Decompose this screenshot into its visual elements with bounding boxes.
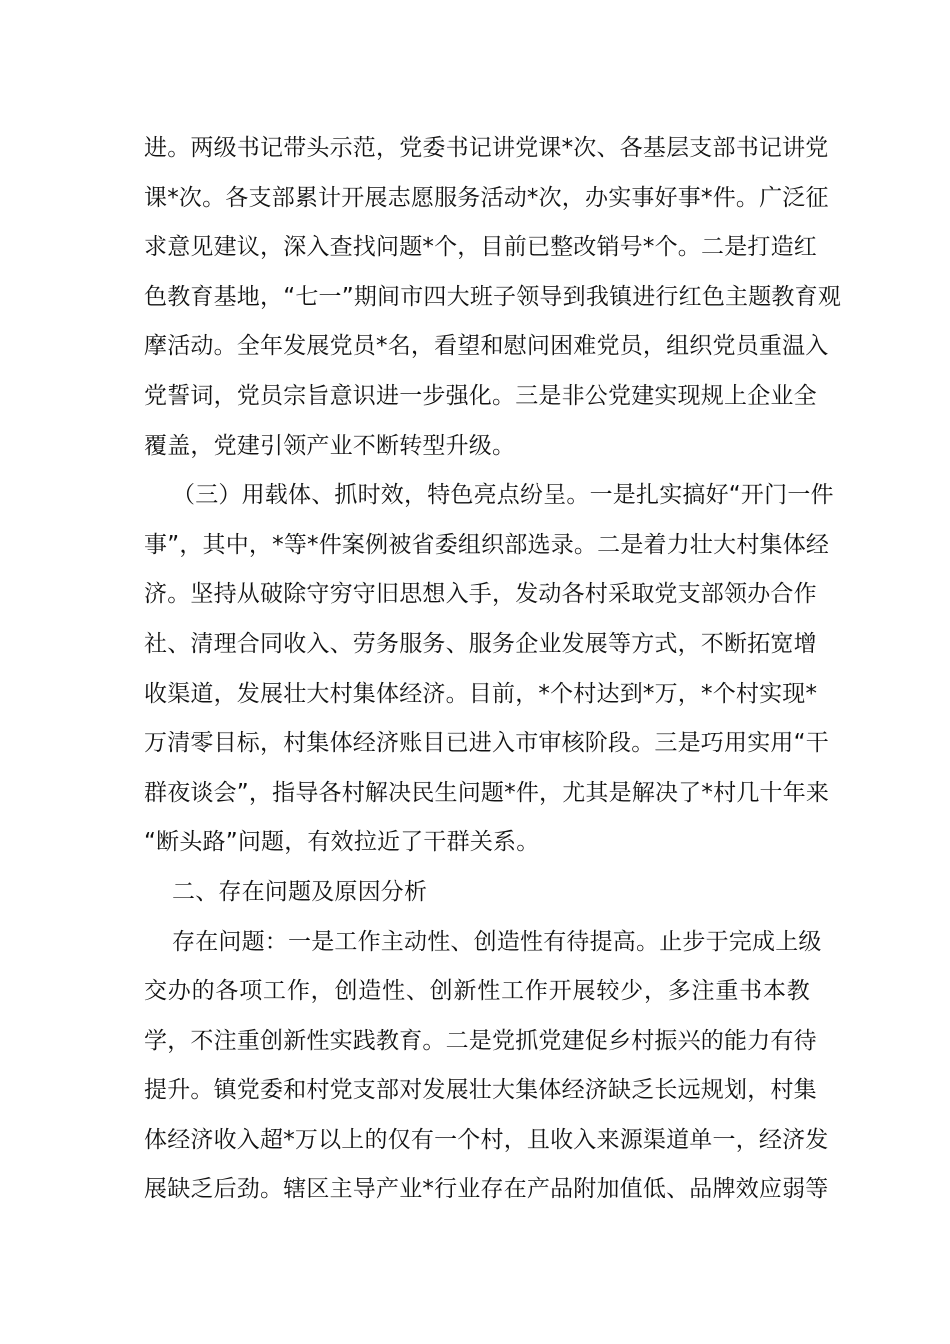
paragraph-line: 覆盖，党建引领产业不断转型升级。 bbox=[144, 432, 516, 459]
paragraph-line: 提升。镇党委和村党支部对发展壮大集体经济缺乏长远规划，村集 bbox=[144, 1077, 817, 1104]
paragraph-line: 事”，其中，*等*件案例被省委组织部选录。二是着力壮大村集体经 bbox=[144, 531, 830, 558]
paragraph-line: 摩活动。全年发展党员*名，看望和慰问困难党员，组织党员重温入 bbox=[144, 333, 829, 360]
document-body bbox=[144, 124, 842, 1215]
section-heading: 二、存在问题及原因分析 bbox=[172, 878, 428, 905]
paragraph-line: 进。两级书记带头示范，党委书记讲党课*次、各基层支部书记讲党 bbox=[144, 135, 829, 161]
paragraph-line: 体经济收入超*万以上的仅有一个村，且收入来源渠道单一，经济发 bbox=[144, 1126, 829, 1153]
paragraph-line: 存在问题：一是工作主动性、创造性有待提高。止步于完成上级 bbox=[172, 928, 822, 955]
paragraph-line: 交办的各项工作，创造性、创新性工作开展较少，多注重书本教 bbox=[144, 978, 810, 1005]
paragraph-line: 求意见建议，深入查找问题*个，目前已整改销号*个。二是打造红 bbox=[144, 234, 817, 261]
paragraph-line: 社、清理合同收入、劳务服务、服务企业发展等方式，不断拓宽增 bbox=[144, 630, 817, 657]
paragraph-line: 收渠道，发展壮大村集体经济。目前，*个村达到*万，*个村实现* bbox=[144, 680, 818, 707]
paragraph-line: “断头路”问题，有效拉近了干群关系。 bbox=[144, 829, 540, 856]
paragraph-line: 济。坚持从破除守穷守旧思想入手，发动各村采取党支部领办合作 bbox=[144, 581, 817, 608]
paragraph-line: 党誓词，党员宗旨意识进一步强化。三是非公党建实现规上企业全 bbox=[144, 382, 817, 409]
paragraph-line: 色教育基地，“七一”期间市四大班子领导到我镇进行红色主题教育观 bbox=[144, 283, 842, 310]
paragraph-line: 万清零目标，村集体经济账目已进入市审核阶段。三是巧用实用“干 bbox=[144, 730, 829, 757]
paragraph-line: 课*次。各支部累计开展志愿服务活动*次，办实事好事*件。广泛征 bbox=[144, 184, 829, 211]
paragraph-line: 展缺乏后劲。辖区主导产业*行业存在产品附加值低、品牌效应弱等 bbox=[144, 1176, 829, 1203]
paragraph-line: 群夜谈会”，指导各村解决民生问题*件，尤其是解决了*村几十年来 bbox=[144, 779, 830, 806]
paragraph-line: （三）用载体、抓时效，特色亮点纷呈。一是扎实搞好“开门一件 bbox=[172, 482, 834, 509]
paragraph-line: 学，不注重创新性实践教育。二是党抓党建促乡村振兴的能力有待 bbox=[144, 1027, 817, 1054]
